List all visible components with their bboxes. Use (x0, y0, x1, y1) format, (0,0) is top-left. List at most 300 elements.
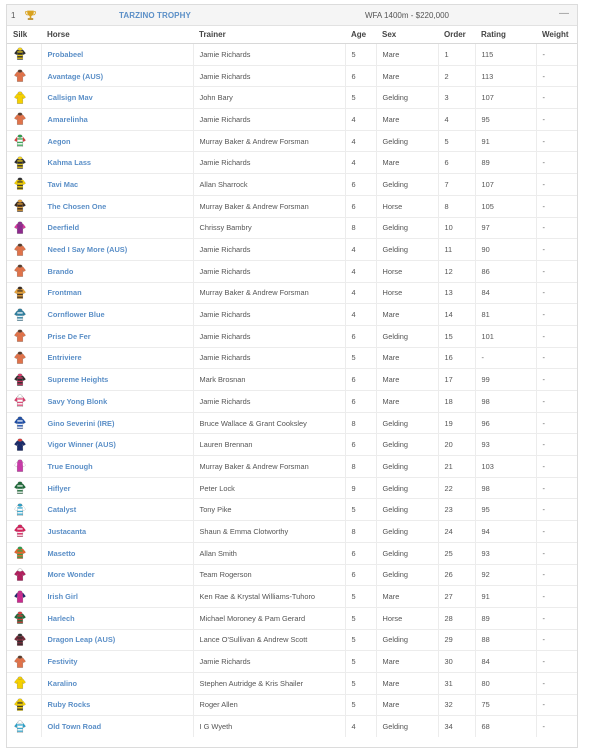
sex-cell: Gelding (376, 629, 438, 651)
rating-cell: 84 (475, 282, 536, 304)
column-header-age: Age (345, 26, 376, 44)
rating-cell: 113 (475, 65, 536, 87)
sex-cell: Horse (376, 195, 438, 217)
horse-cell (41, 694, 193, 716)
horse-link[interactable]: Festivity (47, 657, 78, 667)
column-header-order: Order (438, 26, 475, 44)
sex-cell: Gelding (376, 542, 438, 564)
silk-icon (13, 438, 27, 452)
weight-cell: - (536, 694, 577, 716)
sex-cell: Mare (376, 44, 438, 66)
rating-cell: 94 (475, 521, 536, 543)
weight-cell: - (536, 542, 577, 564)
age-cell: 5 (345, 651, 376, 673)
trophy-icon (23, 8, 37, 22)
order-cell: 20 (438, 434, 475, 456)
table-row (7, 391, 577, 413)
trainer-cell: Lauren Brennan (193, 434, 345, 456)
horse-link[interactable]: Irish Girl (47, 592, 78, 602)
horse-link[interactable]: Avantage (AUS) (47, 71, 104, 81)
table-row (7, 564, 577, 586)
sex-cell: Horse (376, 260, 438, 282)
horse-link[interactable]: Catalyst (47, 505, 77, 515)
rating-cell: 88 (475, 629, 536, 651)
table-row (7, 434, 577, 456)
horse-cell (41, 434, 193, 456)
age-cell: 6 (345, 391, 376, 413)
age-cell: 5 (345, 672, 376, 694)
horse-cell (41, 477, 193, 499)
trainer-cell: Jamie Richards (193, 44, 345, 66)
trainer-cell: Allan Smith (193, 542, 345, 564)
age-cell: 4 (345, 282, 376, 304)
age-cell: 5 (345, 607, 376, 629)
silk-cell (7, 260, 41, 282)
order-cell: 11 (438, 239, 475, 261)
silk-cell (7, 65, 41, 87)
silk-icon (13, 611, 27, 625)
age-cell: 6 (345, 564, 376, 586)
silk-cell (7, 586, 41, 608)
horse-cell (41, 217, 193, 239)
trainer-cell: Peter Lock (193, 477, 345, 499)
trainer-cell: Mark Brosnan (193, 369, 345, 391)
weight-cell: - (536, 607, 577, 629)
table-row (7, 325, 577, 347)
column-header-horse: Horse (41, 26, 193, 44)
horse-link[interactable]: Old Town Road (47, 722, 102, 732)
horse-link[interactable]: Karalino (47, 678, 78, 688)
trainer-cell: Jamie Richards (193, 651, 345, 673)
sex-cell: Mare (376, 586, 438, 608)
silk-icon (13, 264, 27, 278)
sex-cell: Mare (376, 694, 438, 716)
table-row (7, 217, 577, 239)
table-row (7, 477, 577, 499)
column-header-trainer: Trainer (193, 26, 345, 44)
horse-cell (41, 412, 193, 434)
silk-cell (7, 629, 41, 651)
sex-cell: Gelding (376, 239, 438, 261)
sex-cell: Gelding (376, 564, 438, 586)
silk-icon (13, 308, 27, 322)
weight-cell: - (536, 217, 577, 239)
rating-cell: 98 (475, 477, 536, 499)
trainer-cell: Jamie Richards (193, 239, 345, 261)
silk-icon (13, 373, 27, 387)
silk-icon (13, 134, 27, 148)
sex-cell: Horse (376, 282, 438, 304)
sex-cell: Gelding (376, 716, 438, 737)
trainer-cell: Chrissy Bambry (193, 217, 345, 239)
sex-cell: Gelding (376, 174, 438, 196)
rating-cell: 89 (475, 607, 536, 629)
rating-cell: 95 (475, 499, 536, 521)
weight-cell: - (536, 586, 577, 608)
weight-cell: - (536, 282, 577, 304)
age-cell: 5 (345, 694, 376, 716)
age-cell: 4 (345, 304, 376, 326)
silk-icon (13, 698, 27, 712)
silk-icon (13, 416, 27, 430)
age-cell: 5 (345, 499, 376, 521)
silk-cell (7, 347, 41, 369)
order-cell: 16 (438, 347, 475, 369)
silk-icon (13, 568, 27, 582)
silk-icon (13, 655, 27, 669)
horse-link[interactable]: Entriviere (47, 353, 82, 363)
silk-cell (7, 217, 41, 239)
table-row (7, 174, 577, 196)
rating-cell: 90 (475, 239, 536, 261)
age-cell: 4 (345, 239, 376, 261)
horse-cell (41, 152, 193, 174)
rating-cell: 86 (475, 260, 536, 282)
order-cell: 25 (438, 542, 475, 564)
horse-link[interactable]: Harlech (47, 613, 75, 623)
sex-cell: Mare (376, 369, 438, 391)
horse-link[interactable]: Aegon (47, 136, 71, 146)
trainer-cell: Team Rogerson (193, 564, 345, 586)
table-row (7, 499, 577, 521)
silk-icon (13, 524, 27, 538)
weight-cell: - (536, 109, 577, 131)
age-cell: 4 (345, 130, 376, 152)
order-cell: 29 (438, 629, 475, 651)
table-row (7, 694, 577, 716)
order-cell: 10 (438, 217, 475, 239)
rating-cell: 96 (475, 412, 536, 434)
order-cell: 15 (438, 325, 475, 347)
weight-cell: - (536, 521, 577, 543)
table-row (7, 195, 577, 217)
column-header-sex: Sex (376, 26, 438, 44)
rating-cell: 75 (475, 694, 536, 716)
weight-cell: - (536, 716, 577, 737)
horse-link[interactable]: Ruby Rocks (47, 700, 91, 710)
weight-cell: - (536, 499, 577, 521)
silk-icon (13, 633, 27, 647)
silk-cell (7, 499, 41, 521)
table-row (7, 109, 577, 131)
sex-cell: Gelding (376, 434, 438, 456)
age-cell: 5 (345, 347, 376, 369)
table-row (7, 607, 577, 629)
runners-table (7, 26, 577, 737)
silk-cell (7, 651, 41, 673)
table-row (7, 716, 577, 737)
table-row (7, 542, 577, 564)
trainer-cell: Jamie Richards (193, 347, 345, 369)
horse-cell (41, 391, 193, 413)
silk-cell (7, 174, 41, 196)
trainer-cell: Jamie Richards (193, 304, 345, 326)
silk-icon (13, 177, 27, 191)
order-cell: 6 (438, 152, 475, 174)
rating-cell: 93 (475, 434, 536, 456)
silk-icon (13, 394, 27, 408)
rating-cell: 95 (475, 109, 536, 131)
table-row (7, 87, 577, 109)
table-row (7, 260, 577, 282)
table-row (7, 239, 577, 261)
sex-cell: Gelding (376, 217, 438, 239)
trainer-cell: Jamie Richards (193, 391, 345, 413)
rating-cell: 91 (475, 130, 536, 152)
weight-cell: - (536, 434, 577, 456)
weight-cell: - (536, 65, 577, 87)
trainer-cell: Murray Baker & Andrew Forsman (193, 282, 345, 304)
horse-link[interactable]: Vigor Winner (AUS) (47, 440, 116, 450)
horse-cell (41, 130, 193, 152)
table-row (7, 586, 577, 608)
horse-link[interactable]: Frontman (47, 288, 82, 298)
table-row (7, 521, 577, 543)
silk-cell (7, 477, 41, 499)
weight-cell: - (536, 456, 577, 478)
silk-icon (13, 481, 27, 495)
silk-icon (13, 503, 27, 517)
age-cell: 4 (345, 716, 376, 737)
order-cell: 21 (438, 456, 475, 478)
trainer-cell: Michael Moroney & Pam Gerard (193, 607, 345, 629)
horse-link[interactable]: Hiflyer (47, 483, 71, 493)
table-row (7, 130, 577, 152)
order-cell: 14 (438, 304, 475, 326)
horse-cell (41, 347, 193, 369)
weight-cell: - (536, 412, 577, 434)
race-header[interactable] (7, 5, 577, 26)
sex-cell: Mare (376, 304, 438, 326)
weight-cell: - (536, 87, 577, 109)
silk-icon (13, 91, 27, 105)
order-cell: 7 (438, 174, 475, 196)
order-cell: 4 (438, 109, 475, 131)
weight-cell: - (536, 651, 577, 673)
age-cell: 9 (345, 477, 376, 499)
order-cell: 17 (438, 369, 475, 391)
collapse-icon[interactable]: — (559, 8, 569, 19)
sex-cell: Mare (376, 152, 438, 174)
rating-cell: 101 (475, 325, 536, 347)
column-header-rating: Rating (475, 26, 536, 44)
silk-cell (7, 152, 41, 174)
sex-cell: Mare (376, 651, 438, 673)
table-row (7, 65, 577, 87)
table-row (7, 629, 577, 651)
runners-table-body (7, 44, 577, 738)
trainer-cell: Shaun & Emma Clotworthy (193, 521, 345, 543)
order-cell: 22 (438, 477, 475, 499)
weight-cell: - (536, 325, 577, 347)
horse-cell (41, 499, 193, 521)
horse-cell (41, 239, 193, 261)
order-cell: 1 (438, 44, 475, 66)
rating-cell: 97 (475, 217, 536, 239)
horse-link[interactable]: Savy Yong Blonk (47, 396, 108, 406)
rating-cell: 98 (475, 391, 536, 413)
horse-link[interactable]: Deerfield (47, 223, 80, 233)
horse-cell (41, 651, 193, 673)
rating-cell: 99 (475, 369, 536, 391)
age-cell: 4 (345, 260, 376, 282)
weight-cell: - (536, 152, 577, 174)
horse-cell (41, 87, 193, 109)
horse-cell (41, 109, 193, 131)
horse-link[interactable]: Callsign Mav (47, 93, 93, 103)
order-cell: 26 (438, 564, 475, 586)
table-row (7, 672, 577, 694)
table-row (7, 347, 577, 369)
horse-link[interactable]: Masetto (47, 548, 76, 558)
trainer-cell: Jamie Richards (193, 109, 345, 131)
sex-cell: Gelding (376, 456, 438, 478)
age-cell: 4 (345, 109, 376, 131)
race-name[interactable]: TARZINO TROPHY (119, 10, 191, 20)
weight-cell: - (536, 629, 577, 651)
silk-icon (13, 590, 27, 604)
horse-link[interactable]: Brando (47, 266, 74, 276)
silk-icon (13, 47, 27, 61)
rating-cell: 81 (475, 304, 536, 326)
trainer-cell: Murray Baker & Andrew Forsman (193, 195, 345, 217)
order-cell: 23 (438, 499, 475, 521)
horse-link[interactable]: Dragon Leap (AUS) (47, 635, 116, 645)
trainer-cell: Roger Allen (193, 694, 345, 716)
trainer-cell: Murray Baker & Andrew Forsman (193, 130, 345, 152)
silk-cell (7, 195, 41, 217)
age-cell: 6 (345, 325, 376, 347)
rating-cell: 80 (475, 672, 536, 694)
sex-cell: Mare (376, 347, 438, 369)
horse-link[interactable]: Kahma Lass (47, 158, 92, 168)
column-header-silk: Silk (7, 26, 41, 44)
table-row (7, 369, 577, 391)
rating-cell: 107 (475, 87, 536, 109)
order-cell: 28 (438, 607, 475, 629)
rating-cell: 107 (475, 174, 536, 196)
trainer-cell: Jamie Richards (193, 325, 345, 347)
age-cell: 5 (345, 629, 376, 651)
sex-cell: Gelding (376, 412, 438, 434)
weight-cell: - (536, 347, 577, 369)
sex-cell: Gelding (376, 87, 438, 109)
weight-cell: - (536, 44, 577, 66)
sex-cell: Mare (376, 65, 438, 87)
trainer-cell: Tony Pike (193, 499, 345, 521)
weight-cell: - (536, 195, 577, 217)
age-cell: 8 (345, 521, 376, 543)
silk-icon (13, 329, 27, 343)
sex-cell: Gelding (376, 130, 438, 152)
race-info: WFA 1400m - $220,000 (364, 10, 449, 20)
horse-cell (41, 716, 193, 737)
horse-cell (41, 564, 193, 586)
horse-cell (41, 542, 193, 564)
table-row (7, 651, 577, 673)
silk-cell (7, 325, 41, 347)
race-panel (6, 4, 578, 748)
horse-link[interactable]: Supreme Heights (47, 375, 109, 385)
rating-cell: 68 (475, 716, 536, 737)
weight-cell: - (536, 391, 577, 413)
silk-icon (13, 720, 27, 734)
horse-cell (41, 304, 193, 326)
horse-cell (41, 260, 193, 282)
age-cell: 8 (345, 456, 376, 478)
rating-cell: 84 (475, 651, 536, 673)
horse-cell (41, 456, 193, 478)
horse-cell (41, 369, 193, 391)
silk-icon (13, 112, 27, 126)
horse-link[interactable]: Need I Say More (AUS) (47, 245, 128, 255)
trainer-cell: John Bary (193, 87, 345, 109)
age-cell: 5 (345, 44, 376, 66)
order-cell: 31 (438, 672, 475, 694)
horse-cell (41, 282, 193, 304)
silk-icon (13, 156, 27, 170)
silk-cell (7, 716, 41, 737)
silk-cell (7, 282, 41, 304)
trainer-cell: Jamie Richards (193, 65, 345, 87)
silk-cell (7, 521, 41, 543)
horse-link[interactable]: The Chosen One (47, 201, 107, 211)
horse-cell (41, 44, 193, 66)
silk-icon (13, 69, 27, 83)
horse-link[interactable]: Justacanta (47, 526, 87, 536)
sex-cell: Gelding (376, 521, 438, 543)
rating-cell: 91 (475, 586, 536, 608)
order-cell: 12 (438, 260, 475, 282)
horse-link[interactable]: True Enough (47, 461, 93, 471)
trainer-cell: Murray Baker & Andrew Forsman (193, 456, 345, 478)
silk-icon (13, 243, 27, 257)
horse-link[interactable]: Gino Severini (IRE) (47, 418, 115, 428)
sex-cell: Horse (376, 607, 438, 629)
table-header-row (7, 26, 577, 44)
silk-icon (13, 221, 27, 235)
order-cell: 13 (438, 282, 475, 304)
order-cell: 30 (438, 651, 475, 673)
weight-cell: - (536, 239, 577, 261)
silk-cell (7, 672, 41, 694)
horse-link[interactable]: Amarelinha (47, 114, 88, 124)
silk-cell (7, 87, 41, 109)
silk-cell (7, 304, 41, 326)
order-cell: 2 (438, 65, 475, 87)
horse-link[interactable]: Cornflower Blue (47, 310, 105, 320)
horse-link[interactable]: Probabeel (47, 49, 84, 59)
silk-cell (7, 542, 41, 564)
rating-cell: 92 (475, 564, 536, 586)
horse-link[interactable]: Tavi Mac (47, 179, 79, 189)
rating-cell: 115 (475, 44, 536, 66)
table-row (7, 412, 577, 434)
order-cell: 18 (438, 391, 475, 413)
silk-icon (13, 286, 27, 300)
silk-cell (7, 44, 41, 66)
silk-cell (7, 607, 41, 629)
order-cell: 34 (438, 716, 475, 737)
horse-link[interactable]: Prise De Fer (47, 331, 91, 341)
horse-link[interactable]: More Wonder (47, 570, 95, 580)
rating-cell: 89 (475, 152, 536, 174)
order-cell: 5 (438, 130, 475, 152)
weight-cell: - (536, 260, 577, 282)
trainer-cell: Jamie Richards (193, 260, 345, 282)
weight-cell: - (536, 369, 577, 391)
silk-icon (13, 546, 27, 560)
